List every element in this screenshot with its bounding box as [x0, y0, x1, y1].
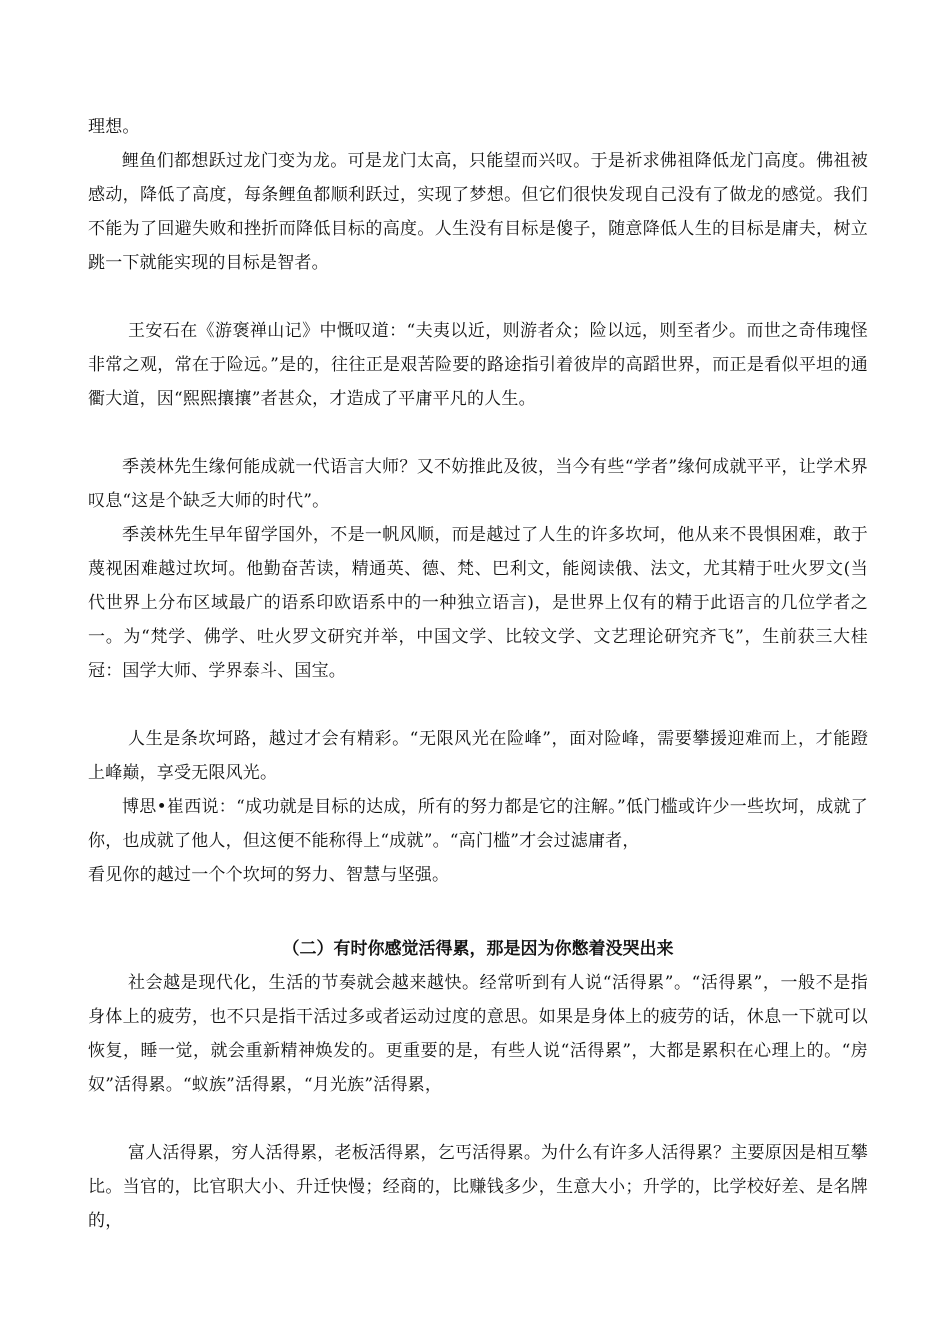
- paragraph: 季羡林先生早年留学国外，不是一帆风顺，而是越过了人生的许多坎坷，他从来不畏惧困难，敢于蔑视困难越过坎坷。他勤奋苦读，精通英、德、梵、巴利文，能阅读俄、法文，尤其精于吐火罗文(当代世界上分布区域最广的语系印欧语系中的一种独立语言)，是世界上仅有的精于此语言的几位学者之一。为“梵学、佛学、吐火罗文研究并举，中国文学、比较文学、文艺理论研究齐飞”，生前获三大桂冠：国学大师、学界泰斗、国宝。: [88, 525, 868, 681]
- paragraph: 鲤鱼们都想跃过龙门变为龙。可是龙门太高，只能望而兴叹。于是祈求佛祖降低龙门高度。佛祖被感动，降低了高度，每条鲤鱼都顺利跃过，实现了梦想。但它们很快发现自己没有了做龙的感觉。我们不能为了回避失败和挫折而降低目标的高度。人生没有目标是傻子，随意降低人生的目标是庸夫，树立跳一下就能实现的目标是智者。: [88, 151, 868, 273]
- paragraph: 社会越是现代化，生活的节奏就会越来越快。经常听到有人说“活得累”。“活得累”，一般不是指身体上的疲劳，也不只是指干活过多或者运动过度的意思。如果是身体上的疲劳的话，休息一下就可以恢复，睡一觉，就会重新精神焕发的。更重要的是，有些人说“活得累”，大都是累积在心理上的。“房奴”活得累。“蚁族”活得累，“月光族”活得累，: [88, 973, 868, 1095]
- paragraph: 富人活得累，穷人活得累，老板活得累，乞丐活得累。为什么有许多人活得累？主要原因是相互攀比。当官的，比官职大小、升迁快慢；经商的，比赚钱多少，生意大小；升学的，比学校好差、是名牌的，: [88, 1143, 868, 1231]
- paragraph: 博思•崔西说：“成功就是目标的达成，所有的努力都是它的注解。”低门槛或许少一些坎坷，成就了你，也成就了他人，但这便不能称得上“成就”。“高门槛”才会过滤庸者，: [88, 797, 868, 851]
- paragraph: 王安石在《游褒禅山记》中慨叹道：“夫夷以近，则游者众；险以远，则至者少。而世之奇伟瑰怪非常之观，常在于险远。”是的，往往正是艰苦险要的路途指引着彼岸的高蹈世界，而正是看似平坦的通衢大道，因“熙熙攘攘”者甚众，才造成了平庸平凡的人生。: [88, 321, 868, 409]
- paragraph: 人生是条坎坷路，越过才会有精彩。“无限风光在险峰”，面对险峰，需要攀援迎难而上，才能蹬上峰巅，享受无限风光。: [88, 729, 868, 783]
- paragraph: 季羡林先生缘何能成就一代语言大师？又不妨推此及彼，当今有些“学者”缘何成就平平，让学术界叹息“这是个缺乏大师的时代”。: [88, 457, 868, 511]
- paragraph: 看见你的越过一个个坎坷的努力、智慧与坚强。: [88, 865, 450, 885]
- paragraph: 理想。: [88, 117, 140, 137]
- section-heading: （二）有时你感觉活得累，那是因为你憋着没哭出来: [282, 939, 674, 959]
